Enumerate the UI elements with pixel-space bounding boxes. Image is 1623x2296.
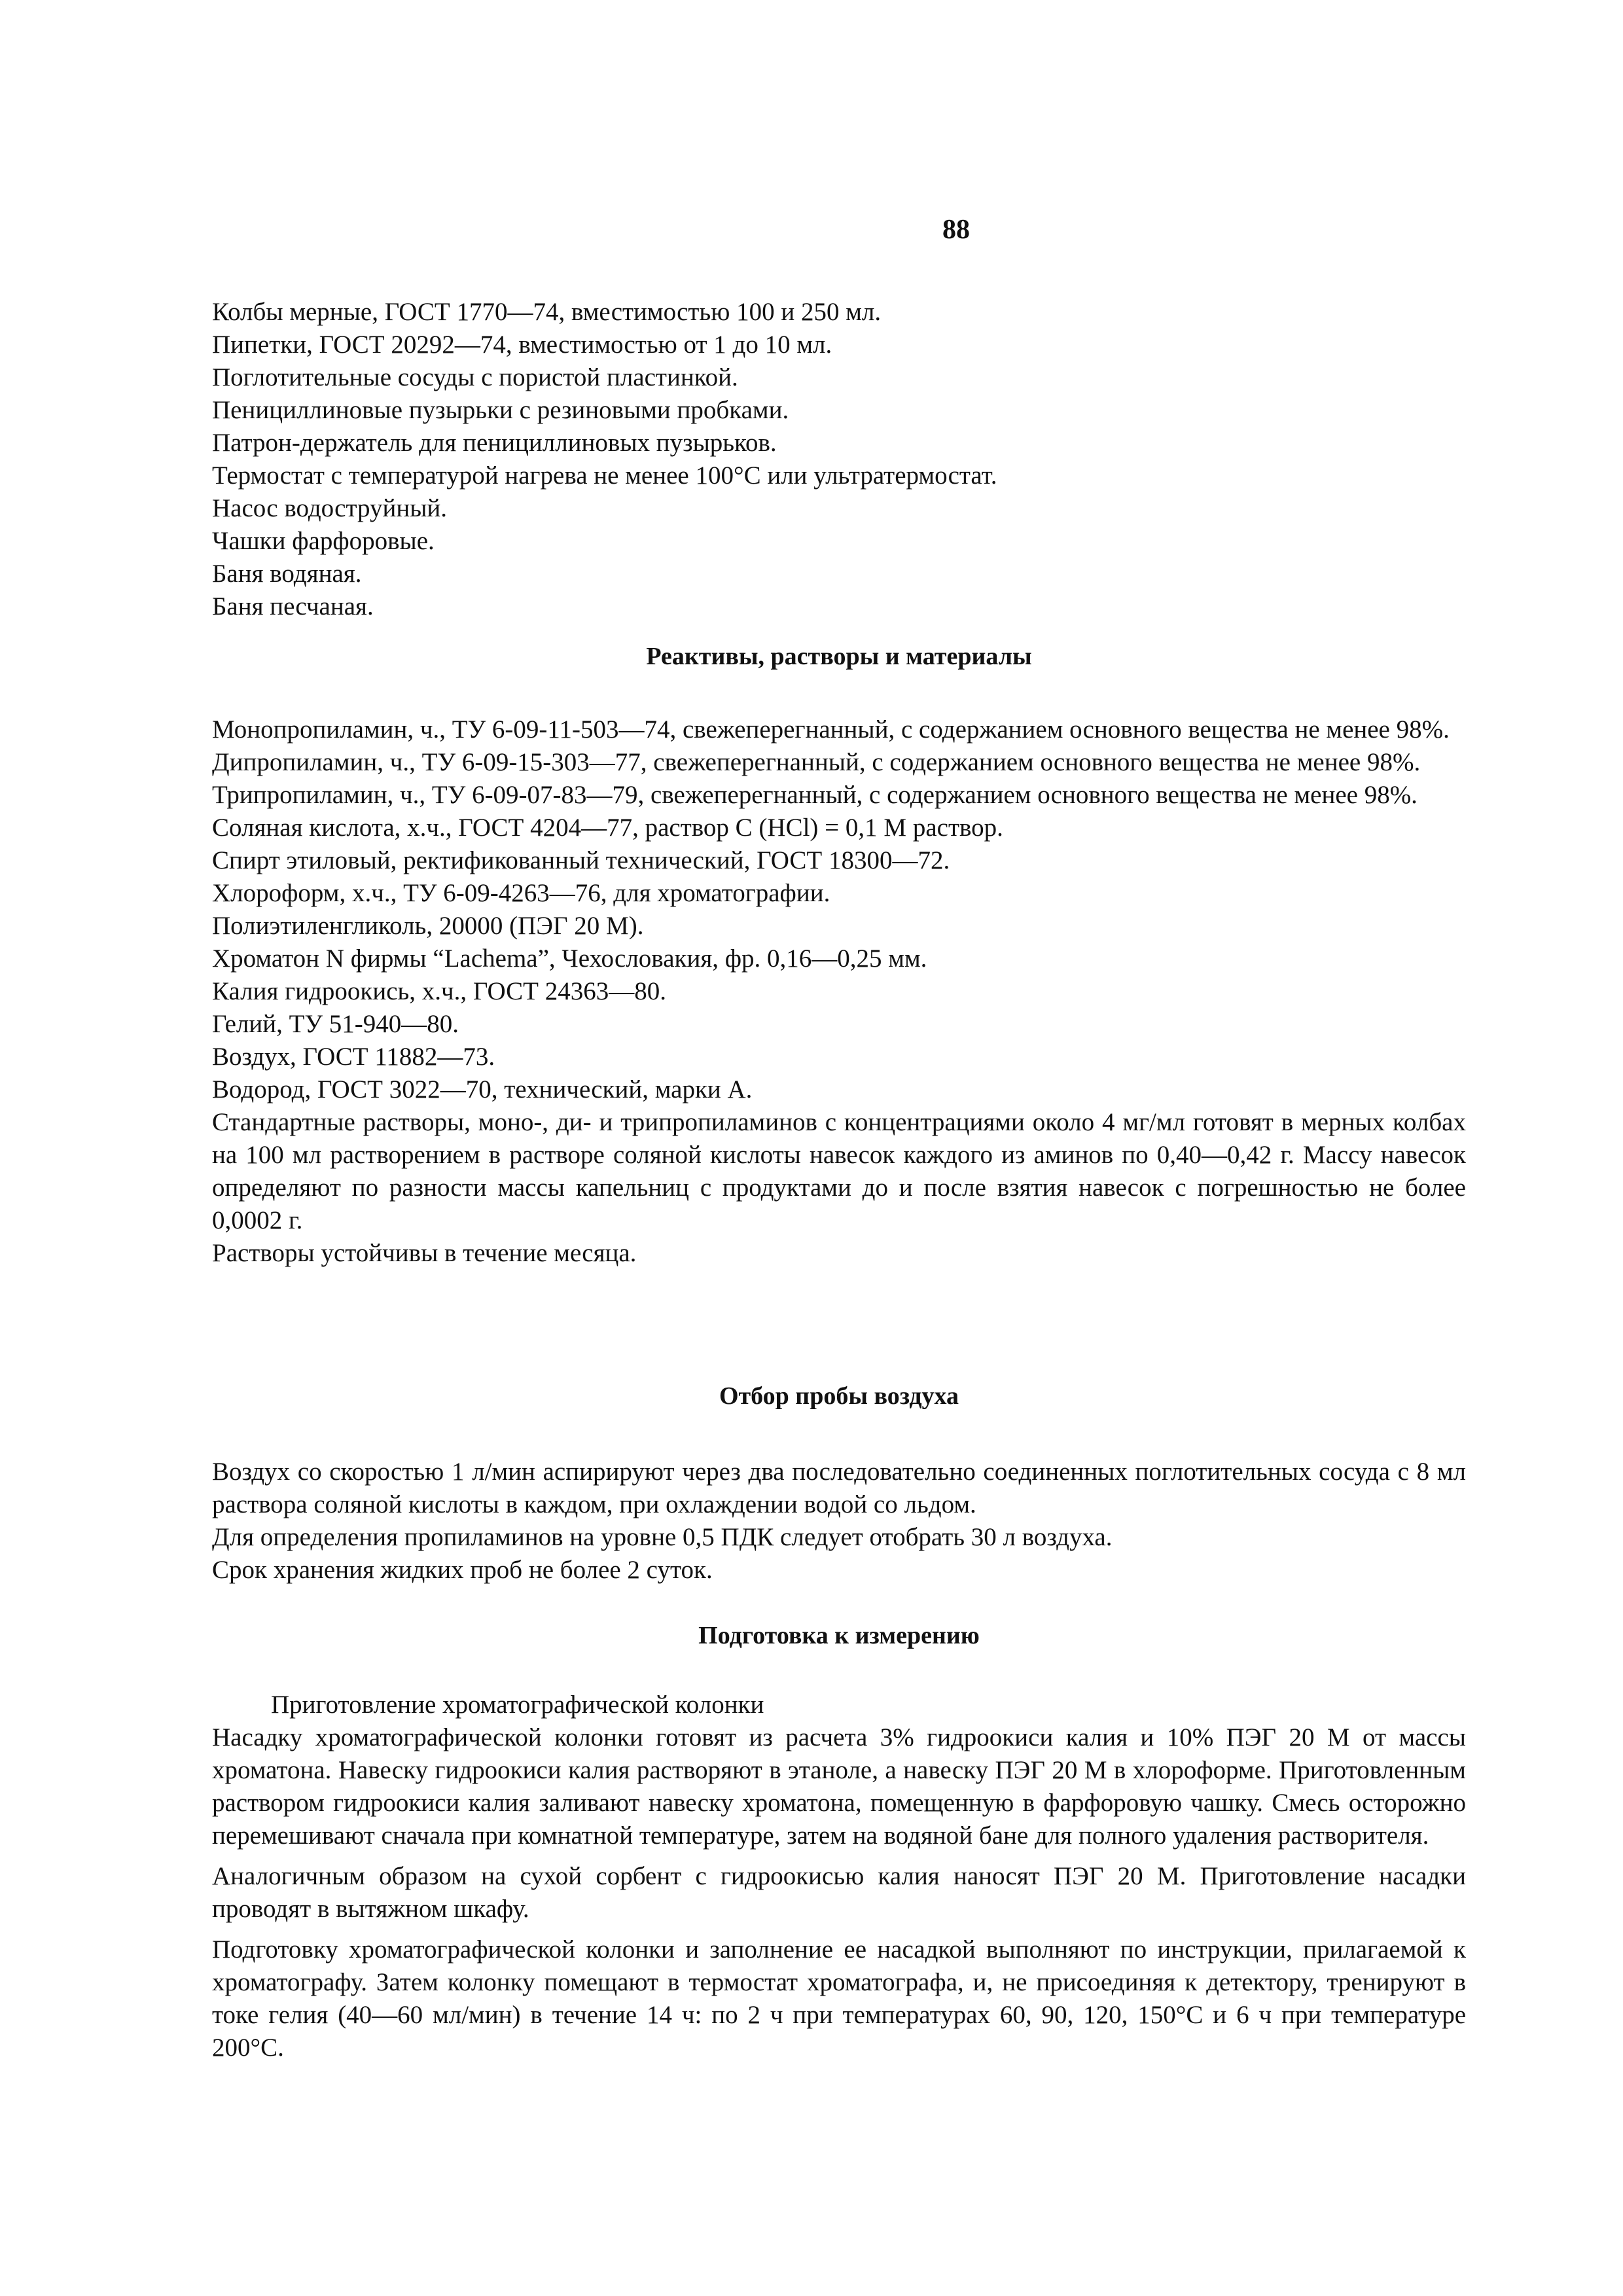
equipment-item: Баня водяная. [212, 560, 362, 588]
equipment-item: Пенициллиновые пузырьки с резиновыми пробками. [212, 396, 789, 424]
equipment-item: Колбы мерные, ГОСТ 1770—74, вместимостью 100 и 250 мл. [212, 298, 882, 326]
reagents-list [212, 713, 1466, 1270]
reagent-paragraph: Монопропиламин, ч., ТУ 6-09-11-503—74, свежеперегнанный, с содержанием основного вещества не менее 98%. [212, 715, 1450, 744]
reagent-paragraph: Полиэтиленгликоль, 20000 (ПЭГ 20 М). [212, 912, 644, 940]
preparation-paragraph: Подготовку хроматографической колонки и заполнение ее насадкой выполняют по инструкции, прилагаемой к хроматографу. Затем колонку помещают в термостат хроматографа, и, не присоединяя к детектору, тренируют в токе гелия (40—60 мл/мин) в течение 14 ч: по 2 ч при температурах 60, 90, 120, 150°С и 6 ч при температуре 200°С. [212, 1935, 1466, 2062]
sampling-paragraph: Срок хранения жидких проб не более 2 суток. [212, 1556, 713, 1584]
page-number: 88 [942, 215, 970, 245]
reagent-paragraph: Спирт этиловый, ректификованный технический, ГОСТ 18300—72. [212, 846, 950, 874]
preparation-text [212, 1689, 1466, 2064]
equipment-item: Пипетки, ГОСТ 20292—74, вместимостью от 1 до 10 мл. [212, 331, 832, 359]
equipment-item: Поглотительные сосуды с пористой пластинкой. [212, 363, 738, 391]
reagent-paragraph: Хлороформ, х.ч., ТУ 6-09-4263—76, для хроматографии. [212, 879, 830, 907]
reagent-paragraph: Соляная кислота, х.ч., ГОСТ 4204—77, раствор С (HCl) = 0,1 М раствор. [212, 814, 1003, 842]
preparation-subtitle: Приготовление хроматографической колонки [271, 1691, 764, 1719]
reagent-paragraph: Хроматон N фирмы “Lachema”, Чехословакия, фр. 0,16—0,25 мм. [212, 944, 927, 973]
equipment-item: Чашки фарфоровые. [212, 527, 435, 555]
reagent-paragraph: Гелий, ТУ 51-940—80. [212, 1010, 459, 1038]
reagent-paragraph: Дипропиламин, ч., ТУ 6-09-15-303—77, свежеперегнанный, с содержанием основного вещества не менее 98%. [212, 748, 1421, 776]
section-title-preparation: Подготовка к измерению [698, 1622, 980, 1649]
equipment-item: Термостат с температурой нагрева не менее 100°С или ультратермостат. [212, 461, 997, 490]
reagent-paragraph: Растворы устойчивы в течение месяца. [212, 1239, 637, 1267]
reagent-paragraph: Калия гидроокись, х.ч., ГОСТ 24363—80. [212, 977, 666, 1005]
equipment-item: Патрон-держатель для пенициллиновых пузырьков. [212, 429, 777, 457]
preparation-paragraph: Аналогичным образом на сухой сорбент с гидроокисью калия наносят ПЭГ 20 М. Приготовление насадки проводят в вытяжном шкафу. [212, 1862, 1466, 1923]
section-title-reagents: Реактивы, растворы и материалы [646, 643, 1032, 670]
reagent-paragraph: Стандартные растворы, моно-, ди- и трипропиламинов с концентрациями около 4 мг/мл готовят в мерных колбах на 100 мл растворением в растворе соляной кислоты навесок каждого из аминов по 0,40—0,42 г. Массу навесок определяют по разности массы капельниц с продуктами до и после взятия навесок с погрешностью не более 0,0002 г. [212, 1108, 1466, 1234]
equipment-item: Баня песчаная. [212, 592, 374, 620]
preparation-paragraph: Насадку хроматографической колонки готовят из расчета 3% гидроокиси калия и 10% ПЭГ 20 М от массы хроматона. Навеску гидроокиси калия растворяют в этаноле, а навеску ПЭГ 20 М в хлороформе. Приготовленным раствором гидроокиси калия заливают навеску хроматона, помещенную в фарфоровую чашку. Смесь осторожно перемешивают сначала при комнатной температуре, затем на водяной бане для полного удаления растворителя. [212, 1723, 1466, 1850]
section-title-sampling: Отбор пробы воздуха [719, 1382, 959, 1410]
sampling-paragraph: Для определения пропиламинов на уровне 0,5 ПДК следует отобрать 30 л воздуха. [212, 1523, 1113, 1551]
reagent-paragraph: Трипропиламин, ч., ТУ 6-09-07-83—79, свежеперегнанный, с содержанием основного вещества не менее 98%. [212, 781, 1418, 809]
equipment-list [212, 296, 1466, 623]
reagent-paragraph: Водород, ГОСТ 3022—70, технический, марки А. [212, 1075, 753, 1103]
sampling-paragraph: Воздух со скоростью 1 л/мин аспирируют через два последовательно соединенных поглотительных сосуда с 8 мл раствора соляной кислоты в каждом, при охлаждении водой со льдом. [212, 1458, 1466, 1518]
sampling-text [212, 1456, 1466, 1587]
equipment-item: Насос водоструйный. [212, 494, 448, 522]
reagent-paragraph: Воздух, ГОСТ 11882—73. [212, 1043, 495, 1071]
